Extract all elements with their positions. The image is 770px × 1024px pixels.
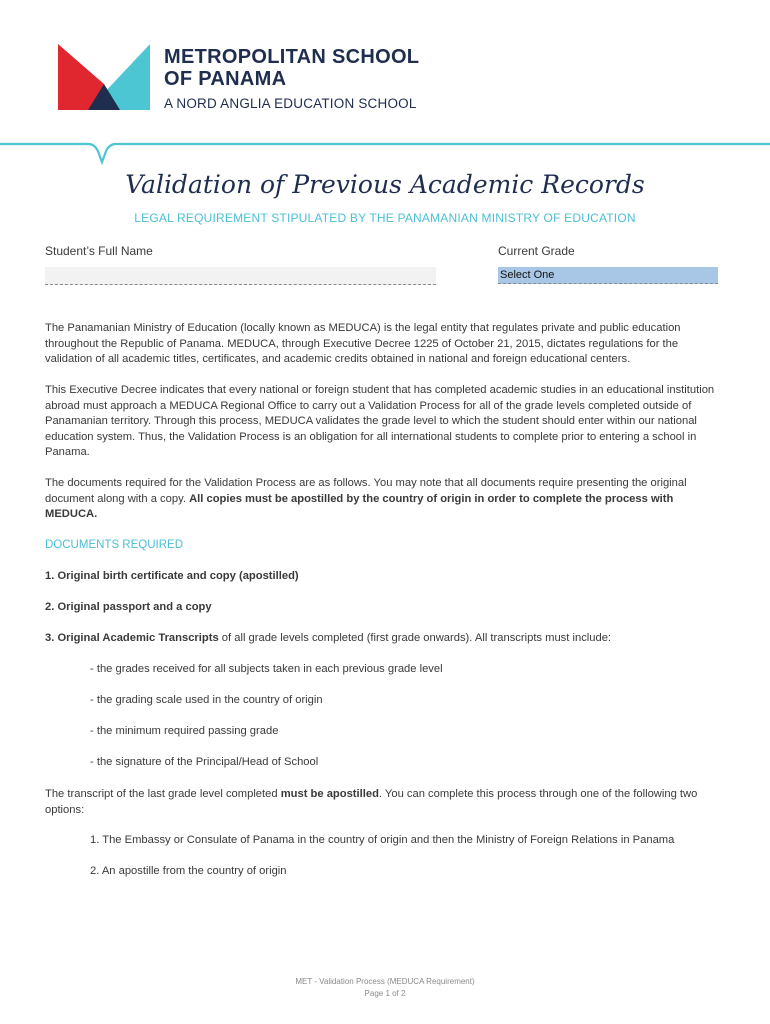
- documents-paragraph: [45, 476, 725, 523]
- student-name-label: Student’s Full Name: [45, 244, 153, 258]
- footer-document-name: MET - Validation Process (MEDUCA Requirement): [295, 977, 475, 986]
- documents-paragraph-text: The documents required for the Validation Process are as follows. You may note that all documents require presenting the original document along with a copy.: [45, 477, 687, 505]
- document-title: Validation of Previous Academic Records: [125, 170, 645, 199]
- transcript-requirement: - the signature of the Principal/Head of School: [90, 756, 319, 768]
- transcripts-label: 3. Original Academic Transcripts: [45, 632, 219, 644]
- transcript-requirement: - the grades received for all subjects taken in each previous grade level: [90, 663, 443, 675]
- intro-paragraph: The Panamanian Ministry of Education (locally known as MEDUCA) is the legal entity that regulates private and public education throughout the Republic of Panama. MEDUCA, through Executive Decree 1225 of October 21, 2015, dictates regulations for the validation of all academic titles, certificates, and academic credits obtained in national and foreign educational centers.: [45, 322, 681, 365]
- requirement-item: 1. Original birth certificate and copy (apostilled): [45, 570, 299, 582]
- transcript-requirement: - the minimum required passing grade: [90, 725, 279, 737]
- documents-heading: DOCUMENTS REQUIRED: [45, 539, 184, 551]
- student-name-field[interactable]: [45, 267, 436, 285]
- footer-page-number: Page 1 of 2: [364, 989, 406, 998]
- decree-paragraph: This Executive Decree indicates that every national or foreign student that has completed academic studies in an educational institution abroad must approach a MEDUCA Regional Office to carry out a Validation Process for all of the grade levels completed outside of Panamanian territory. Through this process, MEDUCA validates the grade level to which the student should enter within our national education system. Thus, the Validation Process is an obligation for all international students to complete prior to entering a school in Panama.: [45, 384, 715, 458]
- apostille-option: 1. The Embassy or Consulate of Panama in the country of origin and then the Ministry of Foreign Relations in Panama: [90, 834, 675, 846]
- requirement-item: [45, 632, 611, 644]
- header-divider: [0, 134, 770, 174]
- school-name-line1: METROPOLITAN SCHOOL: [164, 46, 420, 68]
- transcript-requirement: - the grading scale used in the country of origin: [90, 694, 323, 706]
- requirement-item: 2. Original passport and a copy: [45, 601, 212, 613]
- transcript-paragraph: [45, 787, 725, 818]
- current-grade-label: Current Grade: [498, 244, 575, 258]
- document-subtitle: LEGAL REQUIREMENT STIPULATED BY THE PANAMANIAN MINISTRY OF EDUCATION: [134, 211, 636, 225]
- school-name-line2: OF PANAMA: [164, 68, 287, 90]
- school-tagline: A NORD ANGLIA EDUCATION SCHOOL: [164, 96, 417, 111]
- transcript-text-bold: must be apostilled: [280, 788, 379, 800]
- apostille-notice: All copies must be apostilled by the country of origin in order to complete the process with MEDUCA.: [45, 492, 674, 520]
- transcript-text-c: . You can complete this process through one of the following two options:: [45, 788, 698, 816]
- apostille-option: 2. An apostille from the country of origin: [90, 865, 287, 877]
- current-grade-select[interactable]: Select One: [498, 267, 718, 284]
- school-logo-icon: [58, 44, 150, 110]
- transcript-text-a: The transcript of the last grade level completed: [45, 788, 281, 800]
- transcripts-description: of all grade levels completed (first grade onwards). All transcripts must include:: [218, 632, 612, 644]
